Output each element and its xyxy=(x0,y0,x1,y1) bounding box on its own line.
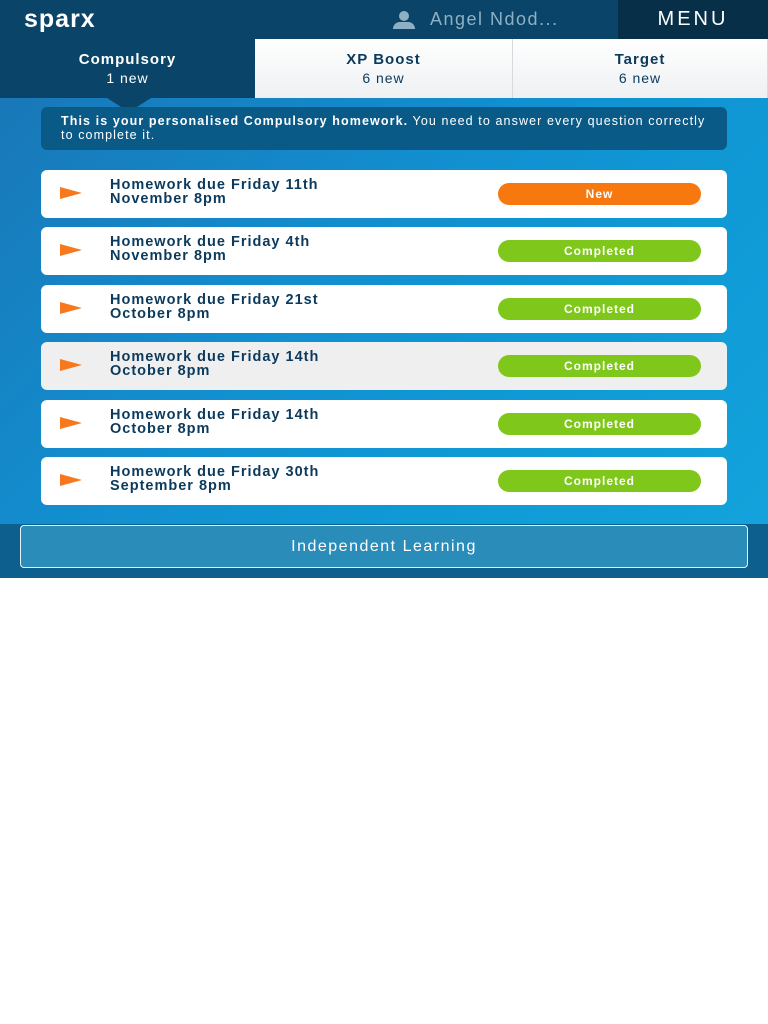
homework-title xyxy=(110,235,430,263)
homework-title-line: October 8pm xyxy=(110,420,211,437)
info-banner xyxy=(41,107,727,150)
status-badge: Completed xyxy=(498,413,701,435)
homework-title xyxy=(110,408,430,436)
homework-title xyxy=(110,293,430,321)
homework-title xyxy=(110,178,430,206)
flag-icon xyxy=(60,187,82,199)
homework-item[interactable] xyxy=(41,457,727,505)
homework-title-line: Homework due Friday 30th xyxy=(110,463,320,480)
homework-title-line: Homework due Friday 11th xyxy=(110,177,319,193)
user-icon xyxy=(392,11,418,29)
tab-label: Target xyxy=(614,51,666,68)
sparx-logo[interactable]: sparx xyxy=(24,5,96,33)
flag-icon xyxy=(60,417,82,429)
tab-xp-boost[interactable] xyxy=(255,39,513,98)
homework-title-line: October 8pm xyxy=(110,363,211,380)
homework-title-line: September 8pm xyxy=(110,477,232,494)
homework-title-line: Homework due Friday 21st xyxy=(110,291,319,308)
homework-list xyxy=(41,170,727,514)
homework-title-line: November 8pm xyxy=(110,191,227,207)
homework-title-line: November 8pm xyxy=(110,248,227,265)
user-account[interactable] xyxy=(392,0,559,39)
homework-item[interactable] xyxy=(41,227,727,275)
status-badge: Completed xyxy=(498,298,701,320)
tab-target[interactable] xyxy=(513,39,768,98)
tab-new-count: 1 new xyxy=(106,70,149,86)
tab-compulsory[interactable] xyxy=(0,39,255,98)
tab-label: Compulsory xyxy=(78,51,177,68)
status-badge: Completed xyxy=(498,355,701,377)
status-badge: Completed xyxy=(498,470,701,492)
homework-item[interactable] xyxy=(41,342,727,390)
status-badge: Completed xyxy=(498,240,701,262)
homework-title xyxy=(110,465,430,493)
homework-item[interactable] xyxy=(41,170,727,218)
user-name: Angel Ndod... xyxy=(430,9,559,29)
homework-tabs xyxy=(0,39,768,98)
homework-title-line: October 8pm xyxy=(110,305,211,322)
flag-icon xyxy=(60,244,82,256)
tab-new-count: 6 new xyxy=(618,70,662,86)
flag-icon xyxy=(60,359,82,371)
homework-title-line: Homework due Friday 4th xyxy=(110,234,311,251)
info-bold-text: This is your personalised Compulsory homework. xyxy=(61,114,409,128)
status-badge: New xyxy=(498,183,701,205)
menu-button[interactable]: MENU xyxy=(618,0,768,39)
tab-new-count: 6 new xyxy=(362,70,405,86)
homework-title xyxy=(110,350,430,378)
info-text: You need to answer every question correctly to complete it. xyxy=(61,114,706,142)
homework-item[interactable] xyxy=(41,285,727,333)
top-bar xyxy=(0,0,768,39)
flag-icon xyxy=(60,474,82,486)
homework-title-line: Homework due Friday 14th xyxy=(110,406,320,423)
independent-learning-button[interactable]: Independent Learning xyxy=(20,525,748,568)
homework-item[interactable] xyxy=(41,400,727,448)
tab-label: XP Boost xyxy=(346,51,421,68)
homework-title-line: Homework due Friday 14th xyxy=(110,349,320,366)
flag-icon xyxy=(60,302,82,314)
